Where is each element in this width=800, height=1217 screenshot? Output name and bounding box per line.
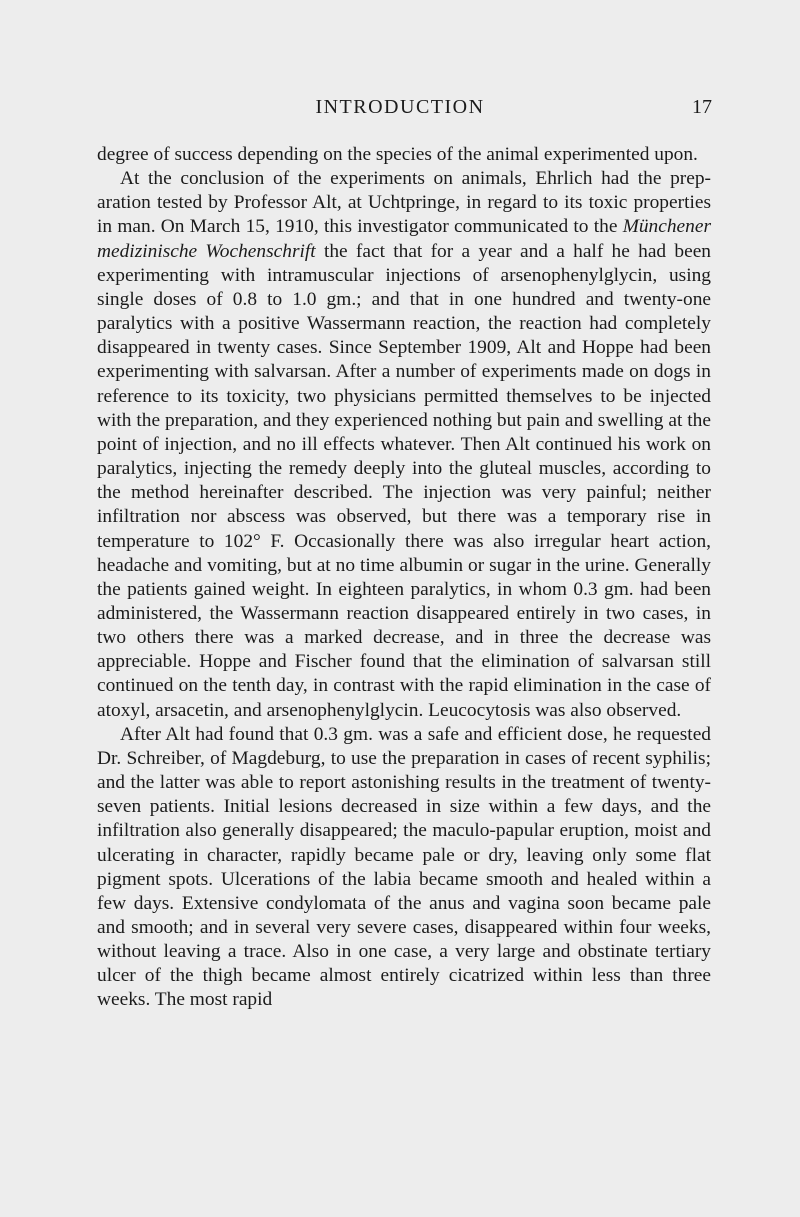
running-head bbox=[0, 93, 800, 121]
paragraph-continued: degree of success depending on the species of the animal experimented upon. bbox=[97, 144, 698, 165]
paragraph-schreiber: After Alt had found that 0.3 gm. was a safe and efficient dose, he requested Dr. Schreiber, of Magdeburg, to use the preparation in cases of recent syphilis; and the latter was able to report astonishing results in the treatment of twenty-seven patients. Initial lesions decreased in size within a few days, and the infiltration also generally disappeared; the maculo-papular eruption, moist and ulcerating in character, rapidly became pale or dry, leaving only some flat pigment spots. Ulcerations of the labia became smooth and healed within a few days. Extensive condylomata of the anus and vagina soon became pale and smooth; and in several very severe cases, disappeared within four weeks, without leaving a trace. Also in one case, a very large and obstinate tertiary ulcer of the thigh became almost entirely cicatrized within less than three weeks. The most rapid bbox=[97, 723, 711, 1011]
journal-title: Münchener medizinische Wochenschrift bbox=[97, 216, 711, 262]
running-title: INTRODUCTION bbox=[315, 96, 485, 118]
paragraph-alt-experiments bbox=[97, 167, 711, 723]
paragraph-rest-text: the fact that for a year and a half he had been experimenting with intramuscular injections of arsenophenylglycin, using single doses of 0.8 to 1.0 gm.; and that in one hundred and twenty-one paralytics with a positive Wassermann reaction, the reaction had completely disappeared in twenty cases. Since September 1909, Alt and Hoppe had been experimenting with salvarsan. After a number of experiments made on dogs in reference to its toxicity, two physicians permitted themselves to be injected with the preparation, and they experienced nothing but pain and swelling at the point of injection, and no ill effects whatever. Then Alt continued his work on paralytics, injecting the remedy deeply into the gluteal muscles, according to the method hereinafter described. The injection was very painful; neither infiltration nor abscess was observed, but there was a temporary rise in temperature to 102° F. Occasionally there was also irregular heart action, headache and vomiting, but at no time albumin or sugar in the urine. Generally the patients gained weight. In eighteen paralytics, in whom 0.3 gm. had been administered, the Wassermann reaction disappeared entirely in two cases, in two others there was a marked decrease, and in three the decrease was appreciable. Hoppe and Fischer found that the elimination of salvarsan still continued on the tenth day, in contrast with the rapid elimination in the case of atoxyl, arsacetin, and arsenophenylglycin. Leucocytosis was also observed. bbox=[97, 240, 711, 721]
paragraph-lead-text: At the conclusion of the experiments on animals, Ehrlich had the preparation tested by Professor Alt, at Uchtpringe, in regard to its toxic properties in man. On March 15, 1910, this investigator communicated to the bbox=[97, 168, 711, 238]
body-text bbox=[97, 143, 711, 1013]
page-number: 17 bbox=[692, 96, 712, 118]
